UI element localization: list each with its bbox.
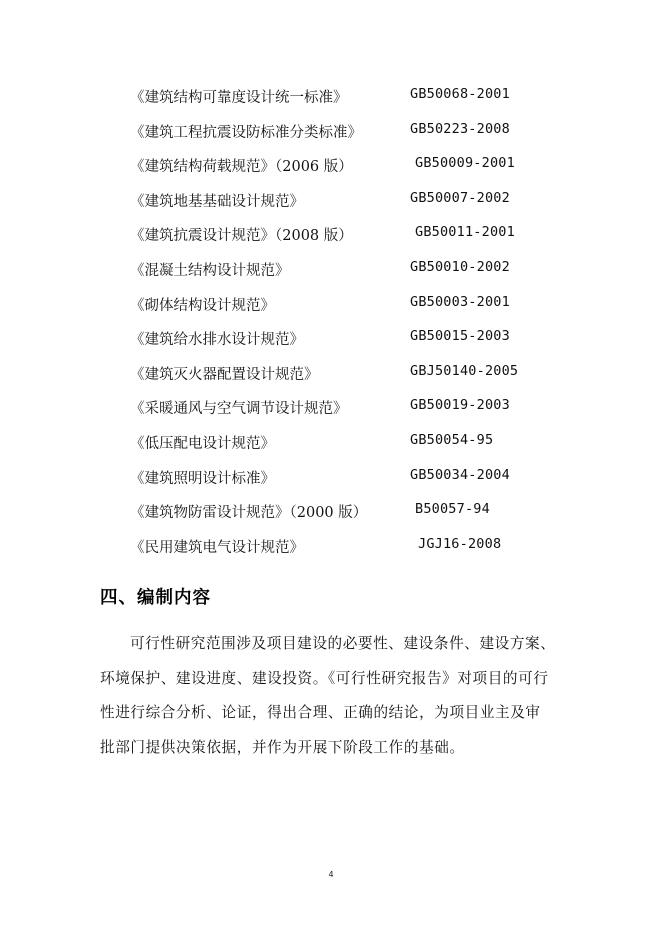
standard-code: GB50003-2001 xyxy=(410,293,510,310)
standard-row xyxy=(130,536,570,571)
standard-name: 《建筑结构可靠度设计统一标准》 xyxy=(130,90,348,106)
standard-code: JGJ16-2008 xyxy=(418,535,502,552)
standard-code: GB50068-2001 xyxy=(410,86,510,102)
paragraph-line: 批部门提供决策依据，并作为开展下阶段工作的基础。 xyxy=(100,738,465,756)
standard-row xyxy=(130,121,570,156)
standard-code: GB50007-2002 xyxy=(410,189,510,206)
standard-name: 《低压配电设计规范》 xyxy=(130,435,275,452)
standard-row xyxy=(130,397,570,432)
standard-code: GB50223-2008 xyxy=(410,120,510,137)
standard-row xyxy=(130,155,570,190)
standard-name: 《建筑物防雷设计规范》（2000 版） xyxy=(130,505,368,522)
paragraph-line: 可行性研究范围涉及项目建设的必要性、建设条件、建设方案、 xyxy=(130,635,556,652)
standard-name: 《采暖通风与空气调节设计规范》 xyxy=(130,401,348,418)
standard-row xyxy=(130,432,570,467)
section-heading: 四、编制内容 xyxy=(100,588,211,608)
standard-name: 《建筑工程抗震设防标准分类标准》 xyxy=(130,124,362,141)
standard-row xyxy=(130,501,570,536)
standard-row xyxy=(130,363,570,398)
standard-code: GB50054-95 xyxy=(410,431,494,448)
standard-row xyxy=(130,259,570,294)
standard-code: GB50010-2002 xyxy=(410,258,510,275)
standard-code: GB50009-2001 xyxy=(415,155,515,172)
standards-list xyxy=(130,86,570,570)
standard-code: B50057-94 xyxy=(415,501,490,518)
standard-row xyxy=(130,190,570,225)
standard-row xyxy=(130,294,570,329)
standard-name: 《民用建筑电气设计规范》 xyxy=(130,539,304,556)
body-paragraph xyxy=(100,632,570,770)
standard-name: 《建筑结构荷载规范》（2006 版） xyxy=(130,159,353,176)
standard-name: 《砌体结构设计规范》 xyxy=(130,297,275,314)
standard-row xyxy=(130,467,570,502)
standard-name: 《建筑地基基础设计规范》 xyxy=(130,193,304,210)
standard-name: 《建筑给水排水设计规范》 xyxy=(130,332,304,349)
standard-code: GB50019-2003 xyxy=(410,397,510,414)
standard-code: GB50011-2001 xyxy=(415,224,515,241)
standard-row xyxy=(130,86,570,121)
standard-name: 《建筑抗震设计规范》（2008 版） xyxy=(130,228,353,245)
standard-code: GB50015-2003 xyxy=(410,328,510,345)
standard-name: 《混凝土结构设计规范》 xyxy=(130,262,290,279)
standard-name: 《建筑灭火器配置设计规范》 xyxy=(130,366,319,383)
paragraph-line: 环境保护、建设进度、建设投资。《可行性研究报告》对项目的可行 xyxy=(100,669,549,687)
page-number: 4 xyxy=(328,870,334,879)
standard-row xyxy=(130,224,570,259)
standard-code: GB50034-2004 xyxy=(410,466,510,483)
standard-row xyxy=(130,328,570,363)
paragraph-line: 性进行综合分析、论证，得出合理、正确的结论，为项目业主及审 xyxy=(100,704,541,722)
standard-code: GBJ50140-2005 xyxy=(410,362,519,379)
standard-name: 《建筑照明设计标准》 xyxy=(130,470,275,487)
